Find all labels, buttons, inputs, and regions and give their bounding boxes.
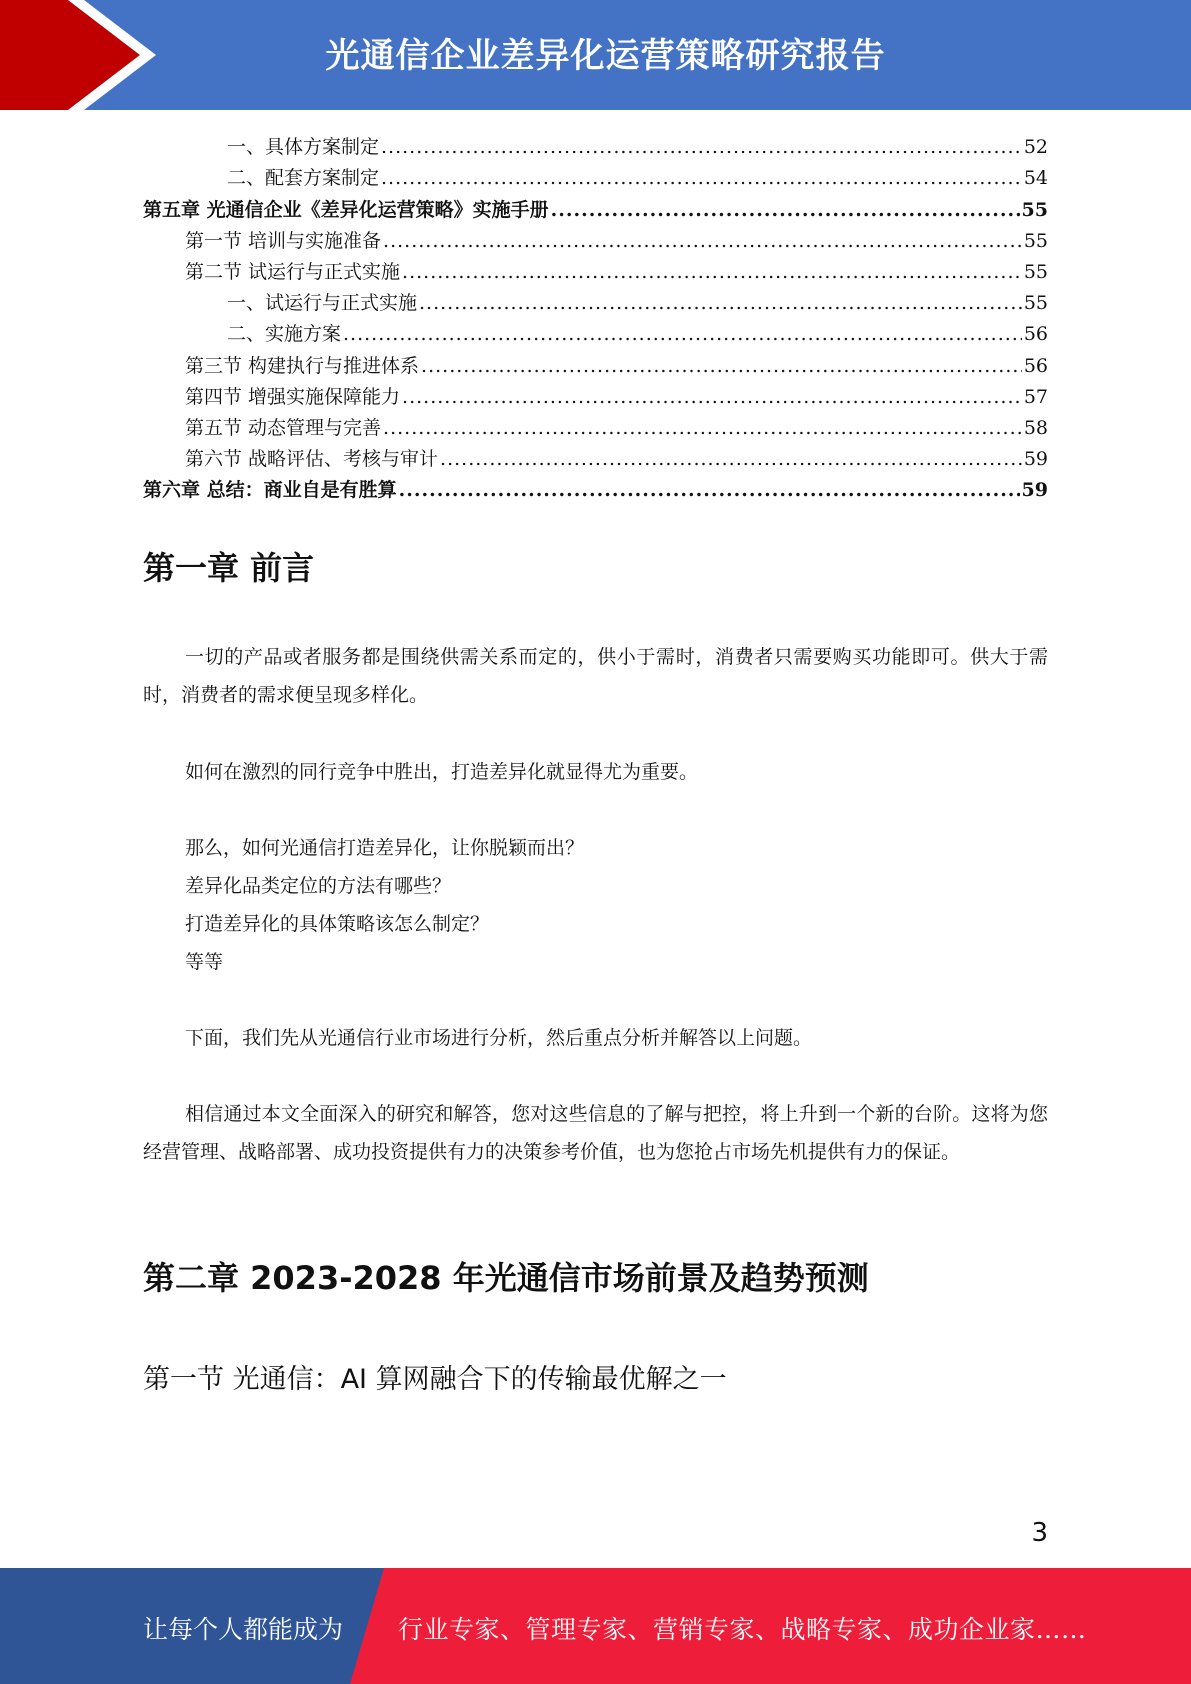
footer-slogan-left: 让每个人都能成为: [143, 1615, 344, 1644]
toc-entry[interactable]: [143, 442, 1048, 473]
toc-entry-page: 59: [1023, 448, 1048, 471]
report-title: 光通信企业差异化运营策略研究报告: [325, 36, 886, 76]
toc-entry-label: 第二节 试运行与正式实施: [185, 260, 401, 283]
paragraph: 下面，我们先从光通信行业市场进行分析，然后重点分析并解答以上问题。: [185, 1027, 813, 1049]
toc-entry-label: 第三节 构建执行与推进体系: [185, 354, 420, 377]
toc-entry-page: 57: [1023, 385, 1048, 408]
toc-leader-dots: [399, 476, 1020, 504]
question-line: 那么，如何光通信打造差异化，让你脱颖而出？: [185, 837, 585, 859]
chapter-1-heading: 第一章 前言: [143, 549, 315, 587]
toc-entry[interactable]: [143, 130, 1048, 161]
toc-entry-label: 第一节 培训与实施准备: [185, 229, 382, 252]
toc-entry-page: 55: [1023, 260, 1048, 283]
toc-leader-dots: [440, 445, 1022, 473]
toc-entry-label: 第五节 动态管理与完善: [185, 416, 382, 439]
toc-leader-dots: [402, 258, 1022, 286]
toc-leader-dots: [551, 196, 1020, 224]
toc-entry-page: 55: [1021, 198, 1048, 221]
toc-entry[interactable]: [143, 411, 1048, 442]
toc-leader-dots: [402, 383, 1022, 411]
toc-entry[interactable]: [143, 286, 1048, 317]
toc-entry[interactable]: [143, 161, 1048, 192]
toc-entry-page: 55: [1023, 229, 1048, 252]
toc-entry-label: 第四节 增强实施保障能力: [185, 385, 401, 408]
question-line: 打造差异化的具体策略该怎么制定？: [185, 913, 490, 935]
toc-leader-dots: [419, 289, 1022, 317]
toc-leader-dots: [383, 414, 1022, 442]
toc-entry[interactable]: [143, 224, 1048, 255]
footer-slogan-right: 行业专家、管理专家、营销专家、战略专家、成功企业家……: [398, 1615, 1087, 1644]
paragraph: 如何在激烈的同行竞争中胜出，打造差异化就显得尤为重要。: [185, 761, 699, 783]
toc-entry[interactable]: [143, 348, 1048, 379]
toc-entry-label: 一、具体方案制定: [227, 136, 380, 159]
toc-entry-label: 第五章 光通信企业《差异化运营策略》实施手册: [143, 198, 549, 221]
toc-entry-label: 二、配套方案制定: [227, 167, 380, 190]
toc-leader-dots: [343, 320, 1022, 348]
toc-entry[interactable]: [143, 317, 1048, 348]
toc-leader-dots: [383, 227, 1022, 255]
paragraph: 相信通过本文全面深入的研究和解答，您对这些信息的了解与把控，将上升到一个新的台阶。这将为您经营管理、战略部署、成功投资提供有力的决策参考价值，也为您抢占市场先机提供有力的保证。: [143, 1103, 1048, 1163]
page-footer: [0, 1568, 1191, 1684]
toc-entry-label: 二、实施方案: [227, 323, 342, 346]
toc-entry-page: 56: [1023, 323, 1048, 346]
chapter-2-heading: 第二章 2023-2028 年光通信市场前景及趋势预测: [143, 1259, 869, 1297]
toc-entry-page: 59: [1021, 479, 1048, 502]
toc-entry-page: 58: [1023, 416, 1048, 439]
toc-entry[interactable]: [143, 380, 1048, 411]
toc-leader-dots: [421, 352, 1022, 380]
page-number: 3: [1031, 1518, 1048, 1548]
toc-entry[interactable]: [143, 255, 1048, 286]
toc-entry-page: 55: [1023, 292, 1048, 315]
toc-entry-page: 52: [1023, 136, 1048, 159]
toc-entry[interactable]: [143, 192, 1048, 223]
section-heading: 第一节 光通信：AI 算网融合下的传输最优解之一: [143, 1364, 727, 1395]
toc-entry-label: 一、试运行与正式实施: [227, 292, 418, 315]
toc-entry-label: 第六章 总结：商业自是有胜算: [143, 479, 397, 502]
toc-leader-dots: [381, 164, 1022, 192]
table-of-contents: [143, 130, 1048, 504]
toc-leader-dots: [381, 133, 1022, 161]
toc-entry-label: 第六节 战略评估、考核与审计: [185, 448, 439, 471]
toc-entry-page: 56: [1023, 354, 1048, 377]
question-line: 差异化品类定位的方法有哪些？: [185, 875, 452, 897]
question-line: 等等: [185, 951, 224, 973]
toc-entry[interactable]: [143, 473, 1048, 504]
page-header: [0, 0, 1191, 110]
paragraph: 一切的产品或者服务都是围绕供需关系而定的，供小于需时，消费者只需要购买功能即可。供大于需时，消费者的需求便呈现多样化。: [143, 646, 1048, 706]
toc-entry-page: 54: [1023, 167, 1048, 190]
